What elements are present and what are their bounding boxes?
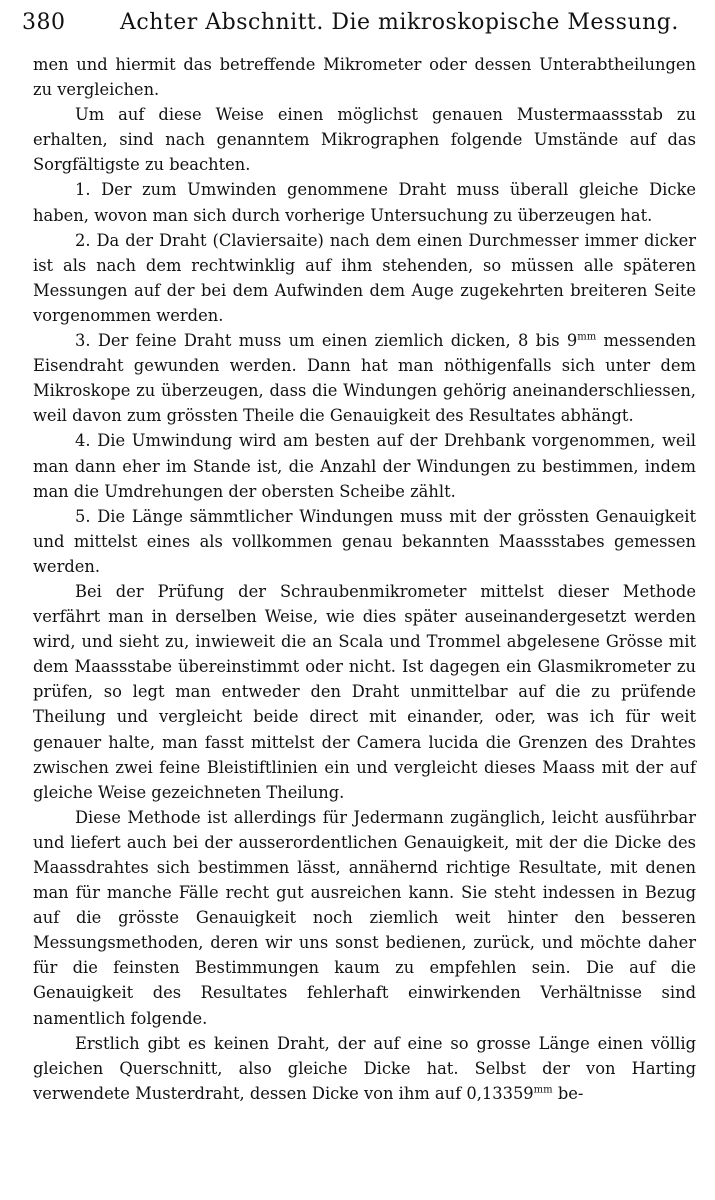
- paragraph: Bei der Prüfung der Schraubenmikrometer mittelst dieser Methode verfährt man in derselben Weise, wie dies später auseinandergesetzt werden wird, und sieht zu, inwieweit die an Scala und Trommel abgelesene Grösse mit dem Maassstabe übereinstimmt oder nicht. Ist dagegen ein Glasmikrometer zu prüfen, so legt man entweder den Draht unmittelbar auf die zu prüfende Theilung und vergleicht beide direct mit einander, oder, was ich für weit genauer halte, man fasst mittelst der Camera lucida die Grenzen des Drahtes zwischen zwei feine Bleistiftlinien ein und vergleicht dieses Maass mit der auf gleiche Weise gezeichneten Theilung.: [33, 581, 696, 802]
- list-item: 2. Da der Draht (Claviersaite) nach dem einen Durchmesser immer dicker ist als nach dem rechtwinklig auf ihm stehenden, so müssen alle späteren Messungen auf der bei dem Aufwinden dem Auge zugekehrten breiteren Seite vorgenommen werden.: [33, 230, 696, 325]
- list-item: 5. Die Länge sämmtlicher Windungen muss mit der grössten Genauigkeit und mittelst eines als vollkommen genau bekannten Maassstabes gemessen werden.: [33, 506, 696, 576]
- paragraph: Um auf diese Weise einen möglichst genauen Mustermaassstab zu erhalten, sind nach genanntem Mikrographen folgende Umstände auf das Sorgfältigste zu beachten.: [33, 105, 696, 175]
- running-title: Achter Abschnitt. Die mikroskopische Messung.: [120, 10, 679, 35]
- paragraph: Diese Methode ist allerdings für Jedermann zugänglich, leicht ausführbar und liefert auch bei der ausserordentlichen Genauigkeit, mit der die Dicke des Maassdrahtes sich bestimmen lässt, annähernd richtige Resultate, mit denen man für manche Fälle recht gut ausreichen kann. Sie steht indessen in Bezug auf die grösste Genauigkeit noch ziemlich weit hinter den besseren Messungsmethoden, deren wir uns sonst bedienen, zurück, und möchte daher für die feinsten Bestimmungen kaum zu empfehlen sein. Die auf die Genauigkeit des Resultates fehlerhaft einwirkenden Verhältnisse sind namentlich folgende.: [33, 807, 696, 1028]
- list-item: 3. Der feine Draht muss um einen ziemlich dicken, 8 bis $9^{mm}$ messenden Eisendraht gewunden werden. Dann hat man nöthigenfalls sich unter dem Mikroskope zu überzeugen, dass die Windungen gehörig aneinanderschliessen, weil davon zum grössten Theile die Genauigkeit des Resultates abhängt.: [33, 331, 697, 426]
- paragraph: Erstlich gibt es keinen Draht, der auf eine so grosse Länge einen völlig gleichen Querschnitt, also gleiche Dicke hat. Selbst der von Harting verwendete Musterdraht, dessen Dicke von ihm auf $0,13359^{mm}$ be-: [33, 1033, 696, 1103]
- body-text: [33, 52, 696, 1106]
- paragraph: men und hiermit das betreffende Mikrometer oder dessen Unterabtheilungen zu vergleichen.: [33, 55, 696, 100]
- running-header: [22, 6, 702, 38]
- list-item: 4. Die Umwindung wird am besten auf der Drehbank vorgenommen, weil man dann eher im Stande ist, die Anzahl der Windungen zu bestimmen, indem man die Umdrehungen der obersten Scheibe zählt.: [33, 431, 696, 501]
- list-item: 1. Der zum Umwinden genommene Draht muss überall gleiche Dicke haben, wovon man sich durch vorherige Untersuchung zu überzeugen hat.: [33, 180, 696, 225]
- page-number: 380: [22, 10, 66, 35]
